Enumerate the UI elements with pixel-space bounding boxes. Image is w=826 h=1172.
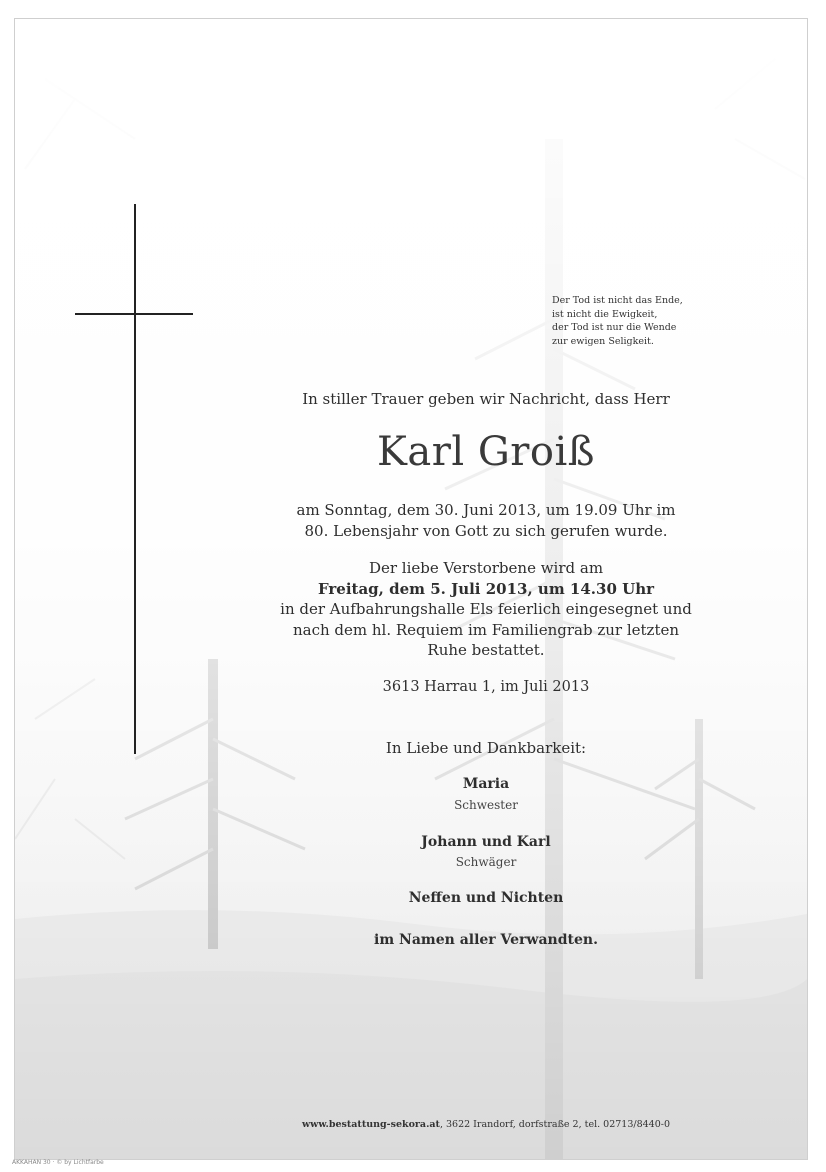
mourners-heading: In Liebe und Dankbarkeit: [385,739,587,757]
funeral-line: Ruhe bestattet. [427,641,545,659]
funeral-notice [261,558,711,661]
mourner-name: Maria [462,776,510,792]
mourner-name: im Namen aller Verwandten. [374,932,598,948]
cross-horizontal-bar [75,313,193,315]
funeral-date: Freitag, dem 5. Juli 2013, um 14.30 Uhr [317,579,654,598]
funeral-line: in der Aufbahrungshalle Els feierlich eingesegnet und [280,600,692,618]
mourner-name: Neffen und Nichten [408,890,564,906]
deceased-name: Karl Groiß [376,429,596,475]
death-line: am Sonntag, dem 30. Juni 2013, um 19.09 Uhr im [296,501,676,519]
quote-line: ist nicht die Ewigkeit, [552,308,658,320]
quote-line: zur ewigen Seligkeit. [552,335,654,347]
death-line: 80. Lebensjahr von Gott zu sich gerufen wurde. [304,522,668,540]
funeral-line: nach dem hl. Requiem im Familiengrab zur letzten [292,620,680,639]
footer-contact [261,1119,711,1130]
funeral-line: Der liebe Verstorbene wird am [368,559,604,577]
mourner-name: Johann und Karl [421,834,551,850]
death-notice [261,500,711,542]
place-date: 3613 Harrau 1, im Juli 2013 [382,679,590,695]
mourner-relation: Schwäger [455,855,517,869]
mourner-relation: Schwester [454,798,518,812]
quote-line: Der Tod ist nicht das Ende, [552,295,683,306]
cross-vertical-bar [134,204,136,754]
footer-address: , 3622 Irandorf, dorfstraße 2, tel. 02713/8440-0 [439,1119,671,1130]
footer-url: www.bestattung-sekora.at [301,1119,440,1130]
intro-text: In stiller Trauer geben wir Nachricht, dass Herr [302,390,670,408]
quote-block [552,294,683,348]
quote-line: der Tod ist nur die Wende [552,322,677,333]
obituary-page [14,18,808,1160]
corner-note: AKKAHAN 30 · © by Lichtfarbe [12,1159,104,1166]
